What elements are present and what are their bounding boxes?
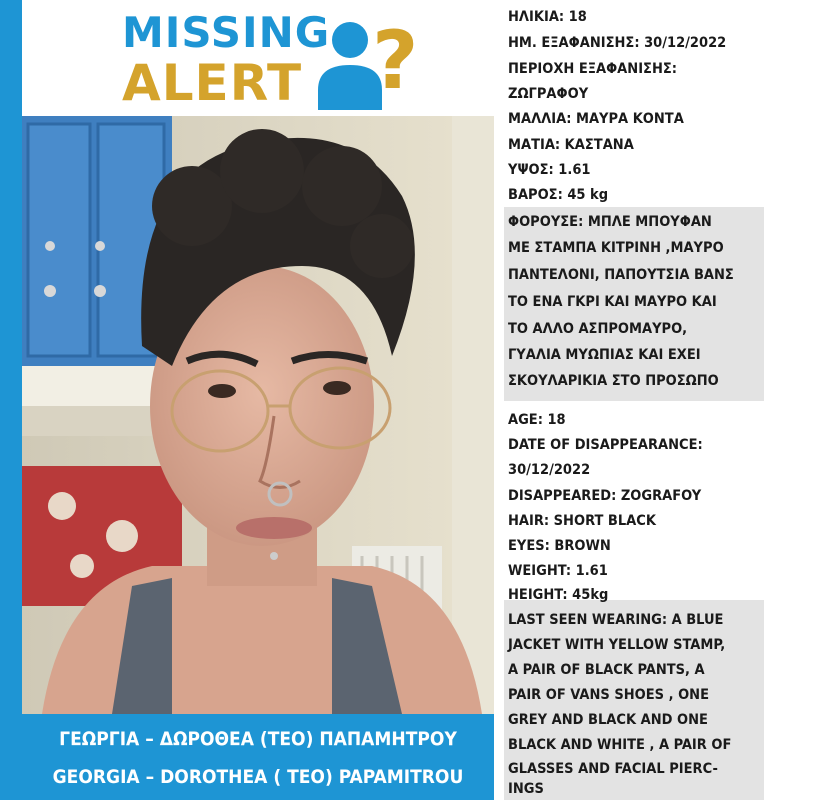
english-clothing-line: JACKET WITH YELLOW STAMP,: [508, 637, 726, 653]
english-clothing-line: GREY AND BLACK AND ONE: [508, 712, 708, 728]
greek-clothing-line: ΓΥΑΛΙΑ ΜΥΩΠΙΑΣ ΚΑΙ ΕΧΕΙ: [508, 347, 701, 363]
english-clothing-line: LAST SEEN WEARING: A BLUE: [508, 612, 724, 628]
greek-clothing-line: ΣΚΟΥΛΑΡΙΚΙΑ ΣΤΟ ΠΡΟΣΩΠΟ: [508, 373, 719, 389]
english-hair: HAIR: SHORT BLACK: [508, 513, 656, 529]
english-date-value: 30/12/2022: [508, 462, 591, 478]
header: [22, 0, 494, 116]
greek-clothing-line: ΤΟ ΕΝΑ ΓΚΡΙ ΚΑΙ ΜΑΥΡΟ ΚΑΙ: [508, 294, 717, 310]
person-question-icon: [310, 10, 419, 110]
greek-hair: ΜΑΛΛΙΑ: ΜΑΥΡΑ ΚΟΝΤΑ: [508, 111, 684, 127]
greek-clothing-line: ΠΑΝΤΕΛΟΝΙ, ΠΑΠΟΥΤΣΙΑ ΒΑΝΣ: [508, 267, 734, 283]
name-english: GEORGIA – DOROTHEA ( TEO) PAPAMITROU: [52, 766, 464, 788]
english-height: HEIGHT: 45kg: [508, 587, 609, 603]
logo-missing-text: MISSING: [122, 8, 331, 57]
greek-area-value: ΖΩΓΡΑΦΟΥ: [508, 86, 589, 102]
info-panel: [494, 0, 817, 800]
english-clothing-line: BLACK AND WHITE , A PAIR OF: [508, 737, 732, 753]
english-clothing-line: INGS: [508, 781, 544, 797]
english-age: AGE: 18: [508, 412, 566, 428]
greek-eyes: ΜΑΤΙΑ: ΚΑΣΤΑΝΑ: [508, 137, 634, 153]
greek-clothing-line: ΜΕ ΣΤΑΜΠΑ ΚΙΤΡΙΝΗ ,ΜΑΥΡΟ: [508, 240, 724, 256]
english-weight: WEIGHT: 1.61: [508, 563, 608, 579]
greek-disappearance-date: ΗΜ. ΕΞΑΦΑΝΙΣΗΣ: 30/12/2022: [508, 35, 727, 51]
name-banner: [22, 714, 494, 800]
english-date-label: DATE OF DISAPPEARANCE:: [508, 437, 703, 453]
english-clothing-line: PAIR OF VANS SHOES , ONE: [508, 687, 710, 703]
greek-weight: ΒΑΡΟΣ: 45 kg: [508, 187, 609, 203]
greek-height: ΥΨΟΣ: 1.61: [508, 162, 591, 178]
english-clothing-line: A PAIR OF BLACK PANTS, A: [508, 662, 705, 678]
logo-alert-text: ALERT: [122, 54, 303, 112]
left-accent-bar: [0, 0, 22, 800]
svg-text:?: ?: [372, 14, 419, 107]
missing-person-photo: [22, 116, 494, 714]
greek-clothing-line: ΤΟ ΑΛΛΟ ΑΣΠΡΟΜΑΥΡΟ,: [508, 321, 688, 337]
greek-area-label: ΠΕΡΙΟΧΗ ΕΞΑΦΑΝΙΣΗΣ:: [508, 61, 678, 77]
english-eyes: EYES: BROWN: [508, 538, 611, 554]
english-clothing-line: GLASSES AND FACIAL PIERC-: [508, 761, 718, 777]
name-greek: ΓΕΩΡΓΙΑ – ΔΩΡΟΘΕΑ (ΤΕΟ) ΠΑΠΑΜΗΤΡΟΥ: [59, 728, 457, 750]
english-area: DISAPPEARED: ZOGRAFOY: [508, 488, 702, 504]
greek-clothing-line: ΦΟΡΟΥΣΕ: ΜΠΛΕ ΜΠΟΥΦΑΝ: [508, 214, 712, 230]
greek-age: ΗΛΙΚΙΑ: 18: [508, 9, 587, 25]
